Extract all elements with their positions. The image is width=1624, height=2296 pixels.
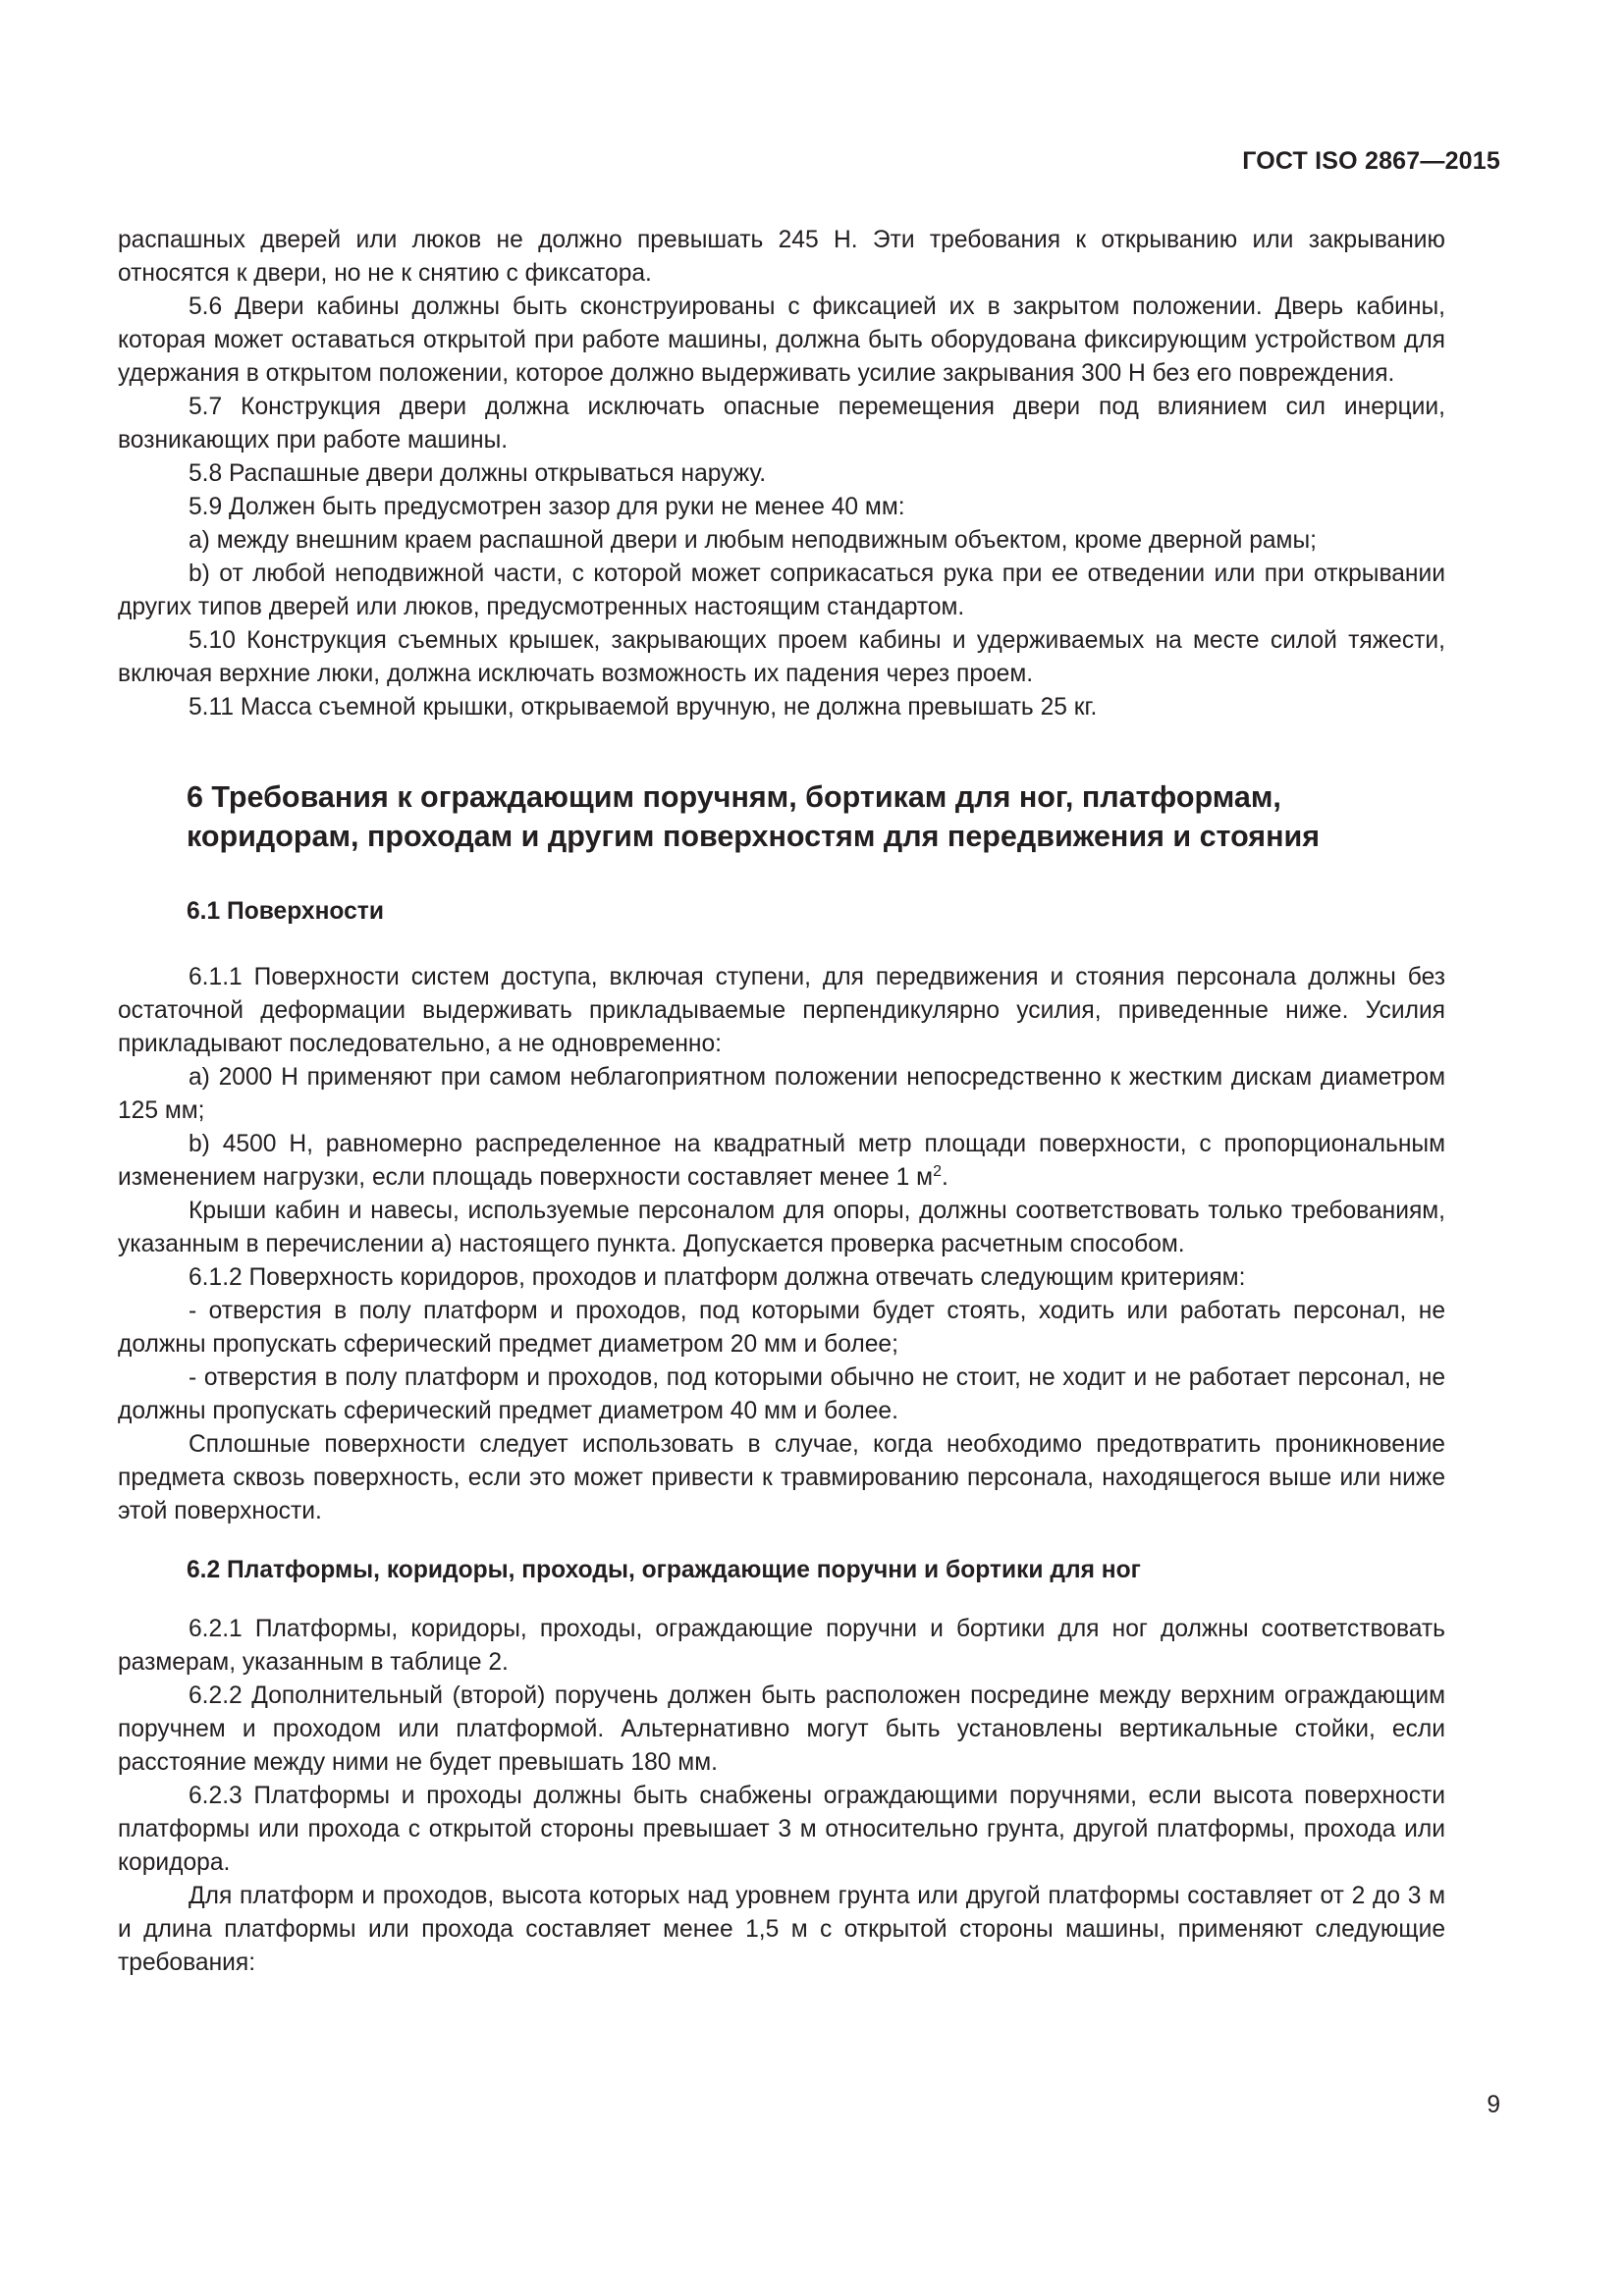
paragraph-6-1-2-item-1: - отверстия в полу платформ и проходов, под которыми будет стоять, ходить или работать персонал, не должны пропускать сферический предмет диаметром 20 мм и более; bbox=[118, 1298, 1445, 1358]
paragraph-6-2-3-cont: Для платформ и проходов, высота которых над уровнем грунта или другой платформы составляет от 2 до 3 м и длина платформы или прохода составляет менее 1,5 м с открытой стороны машины, применяют следующие требования: bbox=[118, 1883, 1445, 1976]
paragraph-6-2-2: 6.2.2 Дополнительный (второй) поручень должен быть расположен посредине между верхним ограждающим поручнем и проходом или платформой. Альтернативно могут быть установлены вертикальные стойки, если расстояние между ними не будет превышать 180 мм. bbox=[118, 1682, 1445, 1776]
paragraph-5-7: 5.7 Конструкция двери должна исключать опасные перемещения двери под влиянием сил инерции, возникающих при работе машины. bbox=[118, 394, 1445, 454]
paragraph-continuation: распашных дверей или люков не должно превышать 245 Н. Эти требования к открыванию или закрыванию относятся к двери, но не к снятию с фиксатора. bbox=[118, 227, 1445, 287]
paragraph-6-1-1-b-text: b) 4500 Н, равномерно распределенное на квадратный метр площади поверхности, с пропорциональным изменением нагрузки, если площадь поверхности составляет менее 1 м bbox=[118, 1131, 1445, 1191]
paragraph-5-9-b: b) от любой неподвижной части, с которой может соприкасаться рука при ее отведении или при открывании других типов дверей или люков, предусмотренных настоящим стандартом. bbox=[118, 561, 1445, 620]
subsection-6-2-title: 6.2 Платформы, коридоры, проходы, ограждающие поручни и бортики для ног bbox=[187, 1557, 1141, 1583]
paragraph-5-9-a: a) между внешним краем распашной двери и любым неподвижным объектом, кроме дверной рамы; bbox=[189, 527, 1317, 554]
paragraph-5-11: 5.11 Масса съемной крышки, открываемой вручную, не должна превышать 25 кг. bbox=[189, 694, 1098, 721]
document-body bbox=[118, 224, 1445, 1980]
document-header: ГОСТ ISO 2867—2015 bbox=[1242, 147, 1500, 175]
paragraph-6-1-1-b bbox=[118, 1128, 1445, 1195]
paragraph-5-6: 5.6 Двери кабины должны быть сконструированы с фиксацией их в закрытом положении. Дверь кабины, которая может оставаться открытой при работе машины, должна быть оборудована фиксирующим устройством для удержания в открытом положении, которое должно выдерживать усилие закрывания 300 Н без его повреждения. bbox=[118, 294, 1445, 387]
paragraph-5-10: 5.10 Конструкция съемных крышек, закрывающих проем кабины и удерживаемых на месте силой тяжести, включая верхние люки, должна исключать возможность их падения через проем. bbox=[118, 627, 1445, 687]
paragraph-6-2-3: 6.2.3 Платформы и проходы должны быть снабжены ограждающими поручнями, если высота поверхности платформы или прохода с открытой стороны превышает 3 м относительно грунта, другой платформы, прохода или коридора. bbox=[118, 1783, 1445, 1876]
subsection-6-1-title: 6.1 Поверхности bbox=[187, 898, 384, 925]
page-number: 9 bbox=[1487, 2092, 1500, 2118]
paragraph-5-8: 5.8 Распашные двери должны открываться наружу. bbox=[189, 460, 767, 487]
paragraph-5-9: 5.9 Должен быть предусмотрен зазор для руки не менее 40 мм: bbox=[189, 494, 905, 520]
paragraph-6-1-2: 6.1.2 Поверхность коридоров, проходов и платформ должна отвечать следующим критериям: bbox=[189, 1264, 1246, 1291]
paragraph-6-1-1-b-end: . bbox=[941, 1164, 948, 1191]
paragraph-6-1-1-a: a) 2000 Н применяют при самом неблагоприятном положении непосредственно к жестким дискам диаметром 125 мм; bbox=[118, 1064, 1445, 1124]
paragraph-6-1-2-note: Сплошные поверхности следует использовать в случае, когда необходимо предотвратить проникновение предмета сквозь поверхность, если это может привести к травмированию персонала, находящегося выше или ниже этой поверхности. bbox=[118, 1431, 1445, 1524]
paragraph-6-1-1: 6.1.1 Поверхности систем доступа, включая ступени, для передвижения и стояния персонала должны без остаточной деформации выдерживать прикладываемые перпендикулярно усилия, приведенные ниже. Усилия прикладывают последовательно, а не одновременно: bbox=[118, 964, 1445, 1057]
paragraph-6-1-2-item-2: - отверстия в полу платформ и проходов, под которыми обычно не стоит, не ходит и не работает персонал, не должны пропускать сферический предмет диаметром 40 мм и более. bbox=[118, 1364, 1445, 1424]
paragraph-6-2-1: 6.2.1 Платформы, коридоры, проходы, ограждающие поручни и бортики для ног должны соответствовать размерам, указанным в таблице 2. bbox=[118, 1616, 1445, 1676]
superscript-2: 2 bbox=[933, 1163, 942, 1180]
paragraph-6-1-1-note: Крыши кабин и навесы, используемые персоналом для опоры, должны соответствовать только требованиям, указанным в перечислении а) настоящего пункта. Допускается проверка расчетным способом. bbox=[118, 1198, 1445, 1257]
section-6-title: 6 Требования к ограждающим поручням, бортикам для ног, платформам, коридорам, проходам и другим поверхностям для передвижения и стояния bbox=[187, 780, 1321, 853]
